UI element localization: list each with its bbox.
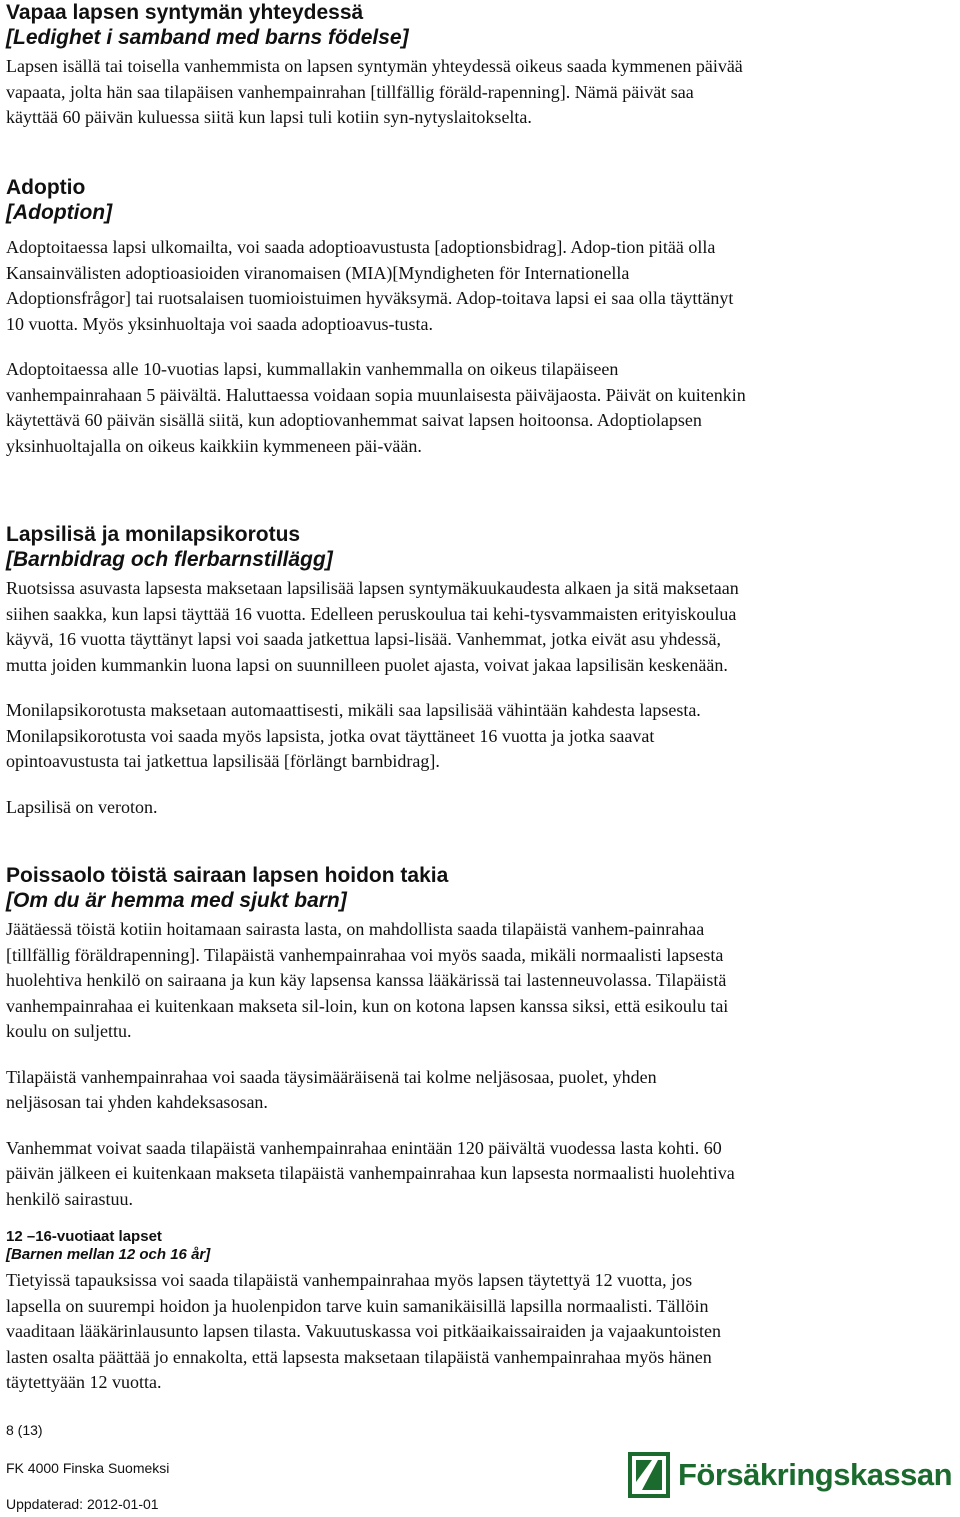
section-paternity-leave [6, 0, 951, 131]
forsakringskassan-logo [628, 1450, 958, 1500]
section-heading-sv: [Adoption] [6, 201, 113, 224]
paragraph: Vanhemmat voivat saada tilapäistä vanhempainrahaa enintään 120 päivältä vuodessa lasta kohti. 60 päivän jälkeen ei kuitenkaan makseta tilapäistä vanhempainrahaa kun lapsesta normaalisti huolehtiva henkilö sairastuu. [6, 1137, 735, 1209]
document-id: FK 4000 Finska Suomeksi [6, 1460, 170, 1476]
section-adoption [6, 175, 951, 459]
section-age-12-16 [6, 1228, 951, 1396]
section-sick-child [6, 863, 951, 1212]
section-heading-sv: [Om du är hemma med sjukt barn] [6, 889, 347, 912]
logo-text: Försäkringskassan [678, 1457, 953, 1492]
subsection-heading-fi: 12 –16-vuotiaat lapset [6, 1228, 162, 1245]
paragraph: Monilapsikorotusta maksetaan automaattisesti, mikäli saa lapsilisää vähintään kahdesta lapsesta. Monilapsikorotusta voi saada myös lapsista, jotka ovat täyttäneet 16 vuotta ja jotka saavat opintoavustusta tai jatkettua lapsilisää [förlängt barnbidrag]. [6, 700, 701, 771]
paragraph: Lapsen isällä tai toisella vanhemmista on lapsen syntymän yhteydessä oikeus saada kymmenen päivää vapaata, jolta hän saa tilapäisen vanhempainrahan [tillfällig föräld-rapenning]. Nämä päivät saa käyttää 60 päivän kuluessa siitä kun lapsi tuli kotiin syn-nytyslaitokselta. [6, 56, 743, 127]
paragraph: Ruotsissa asuvasta lapsesta maksetaan lapsilisää lapsen syntymäkuukaudesta alkaen ja sitä maksetaan siihen saakka, kun lapsi täyttää 16 vuotta. Edelleen peruskoulua tai kehi-tysvammaisten erityiskoulua käyvä, 16 vuotta täyttänyt lapsi voi saada jatkettua lapsi-lisää. Vanhemmat, jotka eivät asu yhdessä, mutta joiden kummankin luona lapsi on suunnilleen puolet ajasta, voivat jakaa lapsilisän keskenään. [6, 578, 739, 675]
section-heading-sv: [Barnbidrag och flerbarnstillägg] [6, 548, 333, 571]
section-heading-sv: [Ledighet i samband med barns födelse] [6, 26, 409, 49]
paragraph: Jäätäessä töistä kotiin hoitamaan sairasta lasta, on mahdollista saada tilapäistä vanhem-painrahaa [tillfällig föräldrapenning]. Tilapäistä vanhempainrahaa voi myös saada, mikäli normaalisti lapsesta huolehtiva henkilö on sairaana ja kun käy lapsensa kanssa lääkärissä tai lastenneuvolassa. Tilapäistä vanhempainrahaa ei kuitenkaan makseta sil-loin, kun on kotona lapsen kanssa siksi, että esikoulu tai koulu on suljettu. [6, 919, 729, 1041]
paragraph: Adoptoitaessa alle 10-vuotias lapsi, kummallakin vanhemmalla on oikeus tilapäiseen vanhempainrahaan 5 päivältä. Haluttaessa voidaan sopia muunlaisesta päiväjaosta. Päivät on kuitenkin käytettävä 60 päivän sisällä siitä, kun adoptiovanhemmat saivat lapsen hoitoonsa. Adoptiolapsen yksinhuoltajalla on oikeus kaikkiin kymmeneen päi-vään. [6, 359, 746, 456]
logo-mark-icon [628, 1452, 670, 1498]
paragraph: Tilapäistä vanhempainrahaa voi saada täysimääräisenä tai kolme neljäsosaa, puolet, yhden neljäsosan tai yhden kahdeksasosan. [6, 1066, 657, 1112]
paragraph: Lapsilisä on veroton. [6, 796, 158, 817]
updated-date: Uppdaterad: 2012-01-01 [6, 1496, 159, 1512]
section-heading-fi: Lapsilisä ja monilapsikorotus [6, 523, 301, 546]
paragraph: Tietyissä tapauksissa voi saada tilapäistä vanhempainrahaa myös lapsen täytettyä 12 vuotta, jos lapsella on suurempi hoidon ja huolenpidon tarve kuin samanikäisillä lapsilla normaalisti. Tällöin vaaditaan lääkärinlausunto lapsen tilasta. Vakuutuskassa voi pitkäaikaissairaiden ja vajaakuntoisten lasten osalta päättää jo ennakolta, että lapsesta maksetaan tilapäistä vanhempainrahaa myös hänen täytettyään 12 vuotta. [6, 1270, 721, 1392]
section-heading-fi: Vapaa lapsen syntymän yhteydessä [6, 1, 364, 24]
section-heading-fi: Adoptio [6, 176, 86, 199]
subsection-heading-sv: [Barnen mellan 12 och 16 år] [6, 1246, 211, 1263]
page-number: 8 (13) [6, 1422, 43, 1438]
section-child-allowance [6, 522, 951, 820]
paragraph: Adoptoitaessa lapsi ulkomailta, voi saada adoptioavustusta [adoptionsbidrag]. Adop-tion pitää olla Kansainvälisten adoptioasioiden viranomaisen (MIA)[Myndigheten för Internationella Adoptionsfrågor] tai ruotsalaisen tuomioistuimen hyväksymä. Adop-toitava lapsi ei saa olla täyttänyt 10 vuotta. Myös yksinhuoltaja voi saada adoptioavus-tusta. [6, 237, 734, 334]
section-heading-fi: Poissaolo töistä sairaan lapsen hoidon takia [6, 864, 449, 887]
